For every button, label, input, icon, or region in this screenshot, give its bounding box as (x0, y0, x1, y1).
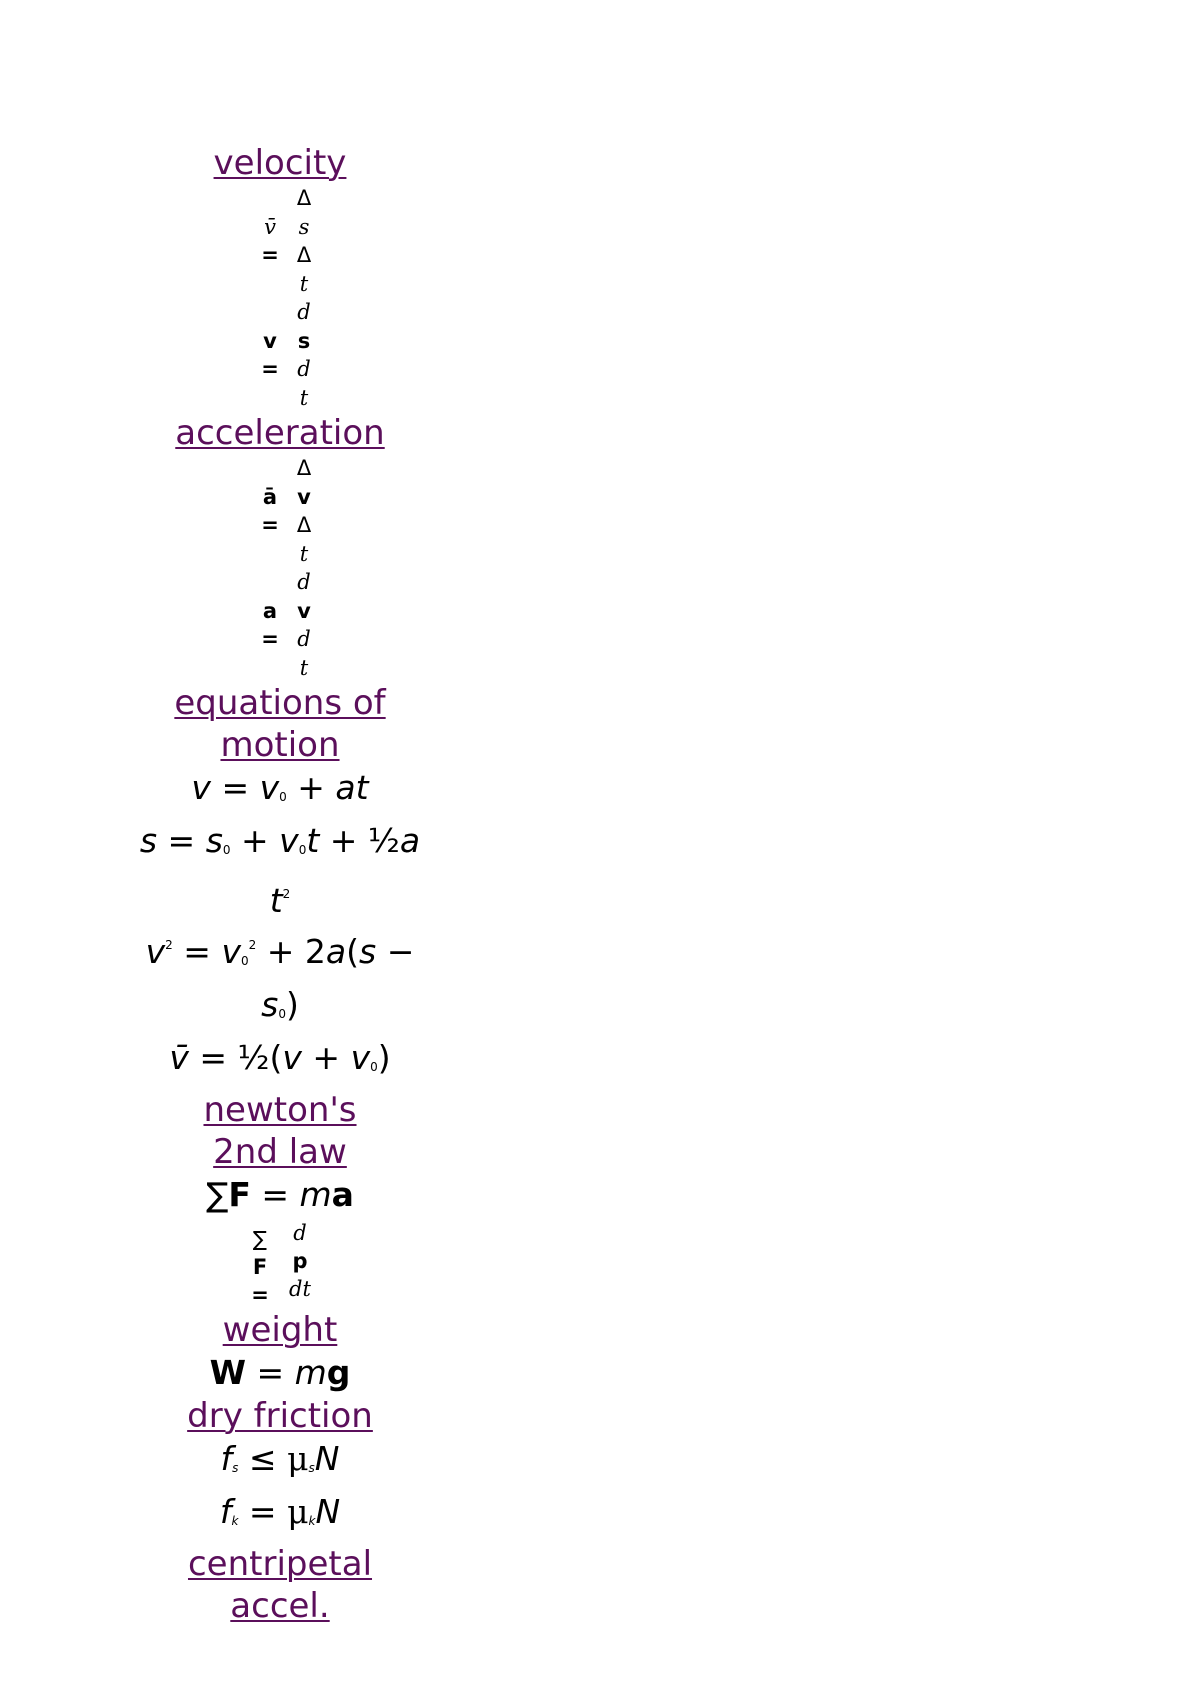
paren: ( (346, 932, 360, 971)
avg-velocity-formula (144, 184, 430, 298)
var-f: f (220, 1439, 233, 1478)
equals-sign: = (251, 1283, 269, 1307)
mu-symbol: μ (287, 1439, 309, 1478)
equals-sign: = (261, 243, 279, 267)
var-N: N (315, 1492, 341, 1531)
vbar-symbol: v̄ (264, 214, 276, 239)
op: = (245, 1353, 295, 1392)
sum-F (253, 1225, 267, 1281)
op: = (157, 821, 206, 860)
sum-symbol: ∑ (206, 1175, 229, 1214)
subscript: 0 (278, 1007, 286, 1021)
numerator-var: v (297, 484, 311, 509)
subscript: 0 (240, 954, 249, 968)
numerator-var: s (298, 214, 310, 239)
paren: ) (377, 1038, 391, 1077)
var-at: at (335, 768, 369, 807)
numerator-var: s (297, 328, 311, 353)
abar-symbol: ā (262, 484, 278, 509)
var-m: m (294, 1353, 327, 1392)
heading-equations-of-motion[interactable] (130, 682, 430, 766)
delta-symbol: Δ (296, 456, 312, 480)
heading-weight[interactable]: weight (222, 1310, 338, 1350)
superscript: 2 (248, 938, 257, 952)
heading-velocity[interactable]: velocity (213, 143, 347, 183)
motion-eq-1 (130, 766, 430, 819)
var-m: m (299, 1175, 332, 1214)
var-a: a (325, 932, 347, 971)
heading-line: newton's (203, 1090, 357, 1130)
heading-centripetal-accel[interactable] (130, 1543, 430, 1627)
var-v0: v (279, 821, 299, 860)
sum-symbol: ∑ (252, 1227, 268, 1251)
var-t: t (306, 821, 320, 860)
inst-acceleration-formula (144, 568, 430, 682)
denominator-var: t (299, 655, 309, 680)
newton-eq-2 (130, 1219, 430, 1309)
var-v0: v (221, 932, 241, 971)
var-a: a (331, 1175, 354, 1214)
superscript: 2 (165, 938, 173, 952)
op: + (230, 821, 280, 860)
formula-column (130, 142, 430, 1627)
paren: ) (285, 985, 299, 1024)
delta-symbol: Δ (296, 513, 312, 537)
heading-acceleration[interactable]: acceleration (175, 413, 385, 453)
var-s: s (359, 932, 377, 971)
op: = ½( (188, 1038, 283, 1077)
subscript: k (308, 1514, 316, 1528)
op: = (250, 1175, 300, 1214)
v-symbol: v (263, 328, 277, 353)
subscript: s (232, 1461, 239, 1475)
heading-line: accel. (230, 1586, 330, 1626)
var-v: v (145, 932, 166, 971)
op: = (238, 1492, 288, 1531)
newton-eq-1 (130, 1173, 430, 1217)
subscript: 0 (279, 790, 287, 804)
var-f: f (219, 1492, 232, 1531)
op: = (210, 768, 260, 807)
op: = (172, 932, 222, 971)
delta-symbol: Δ (296, 243, 312, 267)
var-s0: s (261, 985, 279, 1024)
equals-sign: = (261, 513, 279, 537)
delta-symbol: Δ (296, 186, 312, 210)
op: + ½ (319, 821, 400, 860)
var-s0: s (205, 821, 223, 860)
op: ≤ (238, 1439, 288, 1478)
d-symbol: d (297, 300, 311, 324)
d-symbol: d (293, 1221, 307, 1245)
heading-line: equations of (174, 683, 386, 723)
motion-eq-4 (130, 1036, 430, 1089)
avg-acceleration-formula (144, 454, 430, 568)
superscript: 2 (282, 887, 291, 901)
heading-line: 2nd law (213, 1132, 347, 1172)
motion-eq-3 (130, 923, 430, 1036)
var-v0: v (259, 768, 280, 807)
inst-velocity-formula (144, 298, 430, 412)
d-symbol: d (297, 357, 311, 381)
var-t: t (269, 881, 283, 920)
denominator-var: t (299, 385, 309, 410)
op: + (301, 1038, 351, 1077)
heading-dry-friction[interactable]: dry friction (187, 1396, 373, 1436)
subscript: 0 (370, 1060, 378, 1074)
denominator: dt (289, 1277, 311, 1301)
d-symbol: d (297, 627, 311, 651)
op: − (376, 932, 415, 971)
var-N: N (314, 1439, 340, 1478)
var-a: a (399, 821, 421, 860)
numerator-var: p (292, 1249, 308, 1273)
var-s: s (139, 821, 158, 860)
subscript: s (308, 1461, 315, 1475)
op: + 2 (256, 932, 326, 971)
heading-newtons-2nd-law[interactable] (130, 1089, 430, 1173)
subscript: 0 (222, 843, 231, 857)
numerator-var: v (297, 598, 311, 623)
op: + (286, 768, 336, 807)
var-v: v (191, 768, 211, 807)
mu-symbol: μ (287, 1492, 309, 1531)
equals-sign: = (261, 357, 279, 381)
var-v0: v (350, 1038, 371, 1077)
heading-line: motion (220, 725, 340, 765)
heading-line: centripetal (187, 1544, 373, 1584)
var-F: F (228, 1175, 251, 1214)
subscript: k (231, 1514, 239, 1528)
friction-eq-1 (130, 1437, 430, 1490)
var-W: W (209, 1353, 246, 1392)
subscript: 0 (298, 843, 307, 857)
var-F: F (252, 1255, 268, 1279)
a-symbol: a (262, 598, 278, 623)
equals-sign: = (261, 627, 279, 651)
var-vbar: v̄ (169, 1038, 189, 1077)
motion-eq-2 (130, 819, 430, 923)
d-symbol: d (297, 570, 311, 594)
friction-eq-2 (130, 1490, 430, 1543)
weight-eq (130, 1351, 430, 1395)
denominator-var: t (299, 271, 309, 296)
denominator-var: t (299, 541, 309, 566)
var-g: g (326, 1353, 351, 1392)
var-v: v (282, 1038, 302, 1077)
